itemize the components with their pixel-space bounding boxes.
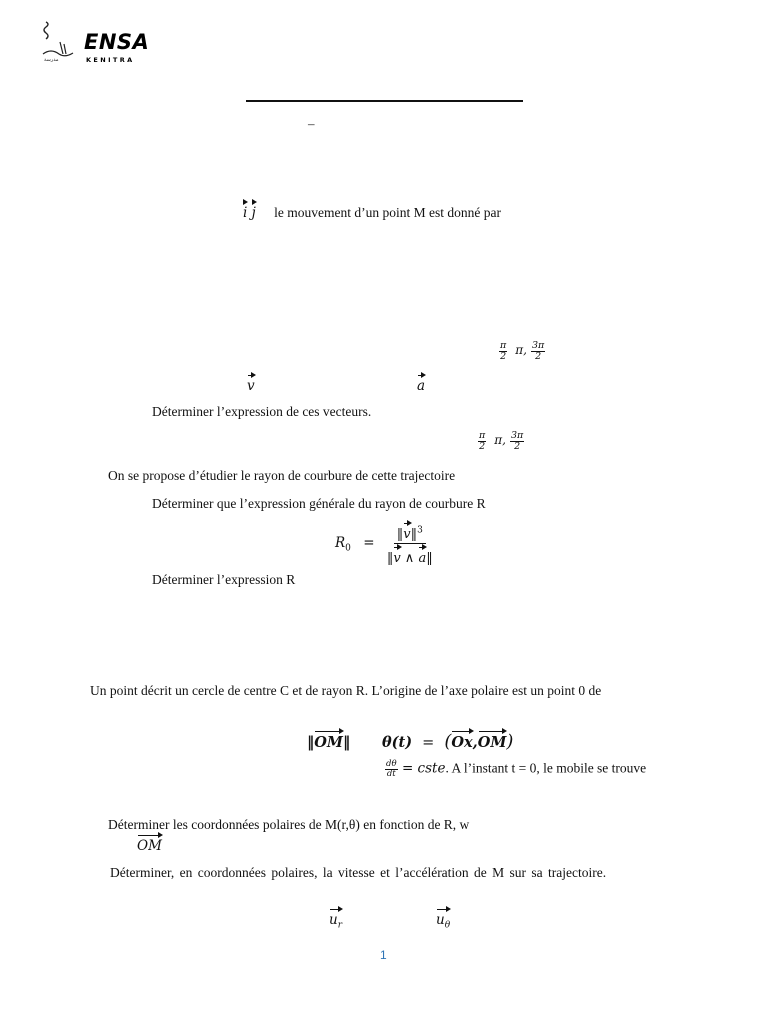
frac-pi-over-2-b: $\frac{\pi}{2}$ xyxy=(479,430,486,452)
r0-subscript: 0 xyxy=(345,543,351,554)
u-theta-subscript: θ xyxy=(444,920,451,931)
om-vector: OM xyxy=(478,728,507,751)
theta-definition: θ(t) = (Ox,OM) xyxy=(382,728,513,752)
page-number: 1 xyxy=(380,948,387,962)
norm-om: ‖OM‖ xyxy=(307,728,350,751)
u-theta-vector xyxy=(436,906,450,931)
r0-symbol: R xyxy=(335,535,346,551)
title-dash: – xyxy=(308,116,315,131)
ox-vector: Ox xyxy=(451,728,472,751)
curvature-general-line: Déterminer que l’expression générale du rayon de courbure R xyxy=(152,496,486,511)
u-theta-symbol xyxy=(436,906,450,931)
dtheta-num: dθ xyxy=(386,759,397,769)
dtheta-den: dt xyxy=(386,769,396,779)
r0-numerator: ‖v‖$^3$ xyxy=(394,520,426,544)
r0-denominator: ‖v ∧ a‖ xyxy=(387,544,433,567)
om-vector-dashed: OM xyxy=(137,832,162,854)
angles-group-1 xyxy=(498,341,546,362)
determine-r-line: Déterminer l’expression R xyxy=(152,572,296,587)
u-r-letter: u xyxy=(329,912,338,928)
intro-text: le mouvement d’un point M est donné par xyxy=(274,205,501,220)
curvature-intro-line: On se propose d’étudier le rayon de courbure de cette trajectoire xyxy=(108,468,456,483)
angles-group-2 xyxy=(477,431,525,452)
speed-accel-line: Déterminer, en coordonnées polaires, la vitesse et l’accélération de M sur sa trajectoire. xyxy=(110,865,607,880)
vector-j: j xyxy=(252,199,256,221)
polar-coords-line: Déterminer les coordonnées polaires de M(r,θ) en fonction de R, w xyxy=(108,817,470,832)
vector-v-symbol: v xyxy=(247,372,255,394)
unit-vectors-ij xyxy=(243,205,260,221)
u-r-subscript: r xyxy=(337,920,343,931)
pi-text: π, xyxy=(515,343,527,358)
vector-v xyxy=(247,372,255,394)
formula-r0 xyxy=(335,520,433,567)
dtheta-fraction xyxy=(385,760,398,779)
svg-text:ﻣﺪﺭﺳﺔ: ﻣﺪﺭﺳﺔ xyxy=(44,57,59,63)
vector-i: i xyxy=(243,199,247,221)
frac-3pi-over-2-b: $\frac{3\pi}{2}$ xyxy=(510,430,524,452)
r0-den-a: a xyxy=(418,544,426,567)
logo-emblem-icon xyxy=(40,18,80,64)
r0-num-v: v xyxy=(403,520,410,543)
r0-equals: = xyxy=(363,535,375,551)
vector-a-symbol: a xyxy=(417,372,425,394)
title-underline xyxy=(246,100,523,102)
determine-vectors-line: Déterminer l’expression de ces vecteurs. xyxy=(152,404,372,419)
u-r-vector xyxy=(329,906,342,931)
frac-3pi-over-2: $\frac{3\pi}{2}$ xyxy=(531,340,545,362)
dtheta-line xyxy=(384,760,646,779)
dtheta-tail: . A l’instant t = 0, le mobile se trouve xyxy=(445,760,647,776)
intro-line xyxy=(243,199,501,221)
pi-text-b: π, xyxy=(494,433,506,448)
r0-lhs xyxy=(335,535,351,554)
frac-pi-over-2: $\frac{\pi}{2}$ xyxy=(500,340,507,362)
dtheta-cste: = cste xyxy=(401,760,446,777)
u-r-symbol xyxy=(329,906,342,931)
u-theta-letter: u xyxy=(436,912,445,928)
vector-a xyxy=(417,372,425,394)
om-vector-line xyxy=(137,832,162,854)
logo-kenitra-text: KENITRA xyxy=(86,56,135,64)
r0-den-v: v xyxy=(393,544,400,567)
om-vector-norm: OM xyxy=(314,728,343,751)
r0-fraction xyxy=(387,520,433,567)
logo-ensa-text: ENSA xyxy=(84,30,150,54)
exercise2-intro: Un point décrit un cercle de centre C et de rayon R. L’origine de l’axe polaire est un point 0 de xyxy=(90,683,602,698)
school-logo xyxy=(40,18,150,68)
